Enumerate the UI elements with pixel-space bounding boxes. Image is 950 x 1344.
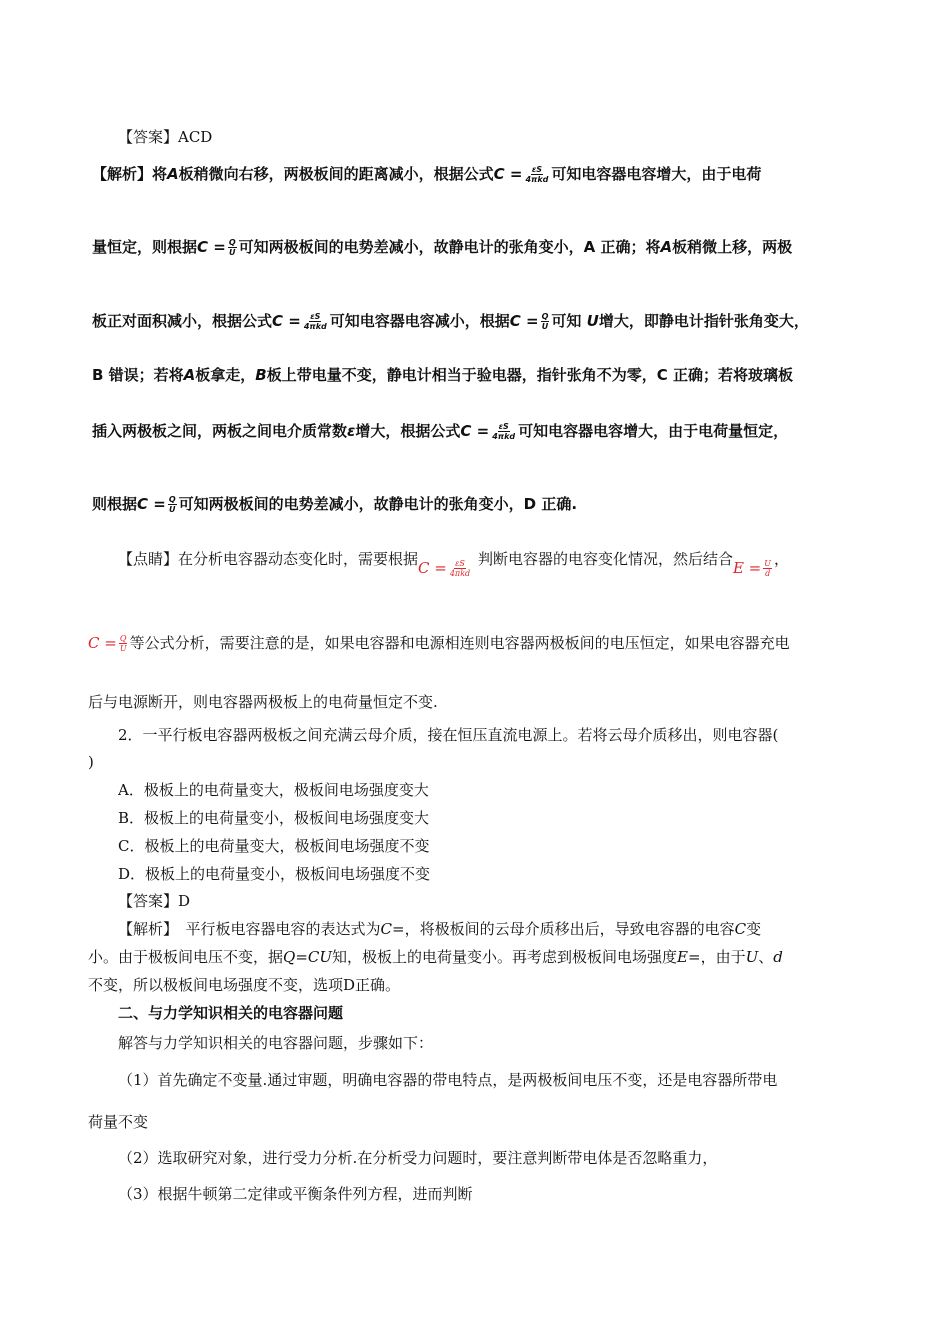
answer-label: 【答案】ACD <box>118 128 213 146</box>
capacitance-formula: C = $\frac{\varepsilon S}{\text{4πkd}}$ <box>493 164 549 184</box>
analysis-line-1: 【解析】将A板稍微向右移，两极板间的距离减小，根据公式 C = $\frac{\varepsilon S}{\text{4πkd}}$ 可知电容器电容增大，由于电荷 <box>92 164 762 184</box>
question-stem: 2．一平行板电容器两极板之间充满云母介质，接在恒压直流电源上。若将云母介质移出，则电容器( <box>118 726 779 744</box>
capacitance-formula: C = $\frac{\varepsilon S}{\text{4πkd}}$ <box>460 421 516 441</box>
option-a: A．极板上的电荷量变大，极板间电场强度变大 <box>118 781 429 799</box>
option-b: B．极板上的电荷量变小，极板间电场强度变大 <box>118 809 430 827</box>
tip-line-3: 后与电源断开，则电容器两极板上的电荷量恒定不变. <box>88 693 438 711</box>
field-formula-red: E = $\frac{U}{d}$ <box>732 558 772 578</box>
analysis-line-2: 量恒定，则根据 C = $\frac{Q}{U}$ 可知两极板间的电势差减小，故静电计的张角变小，A 正确；将A板稍微上移，两极 <box>92 237 793 257</box>
charge-formula: C = $\frac{Q}{U}$ <box>137 494 176 514</box>
step-1: （1）首先确定不变量.通过审题，明确电容器的带电特点，是两极板间电压不变，还是电容器所带电 <box>118 1071 778 1089</box>
section-intro: 解答与力学知识相关的电容器问题，步骤如下： <box>118 1034 434 1052</box>
tip-line-2: C = $\frac{Q}{U}$ 等公式分析，需要注意的是，如果电容器和电源相连则电容器两极板间的电压恒定，如果电容器充电 <box>88 633 790 653</box>
answer2-label: 【答案】D <box>118 892 191 910</box>
analysis-line-4: B 错误；若将A板拿走，B板上带电量不变，静电计相当于验电器，指针张角不为零，C 正确；若将玻璃板 <box>92 366 793 384</box>
charge-formula: C = $\frac{Q}{U}$ <box>509 311 549 331</box>
capacitance-formula: C = $\frac{\varepsilon S}{\text{4πkd}}$ <box>272 311 327 331</box>
section-heading: 二、与力学知识相关的电容器问题 <box>118 1004 344 1022</box>
charge-formula-red: C = $\frac{Q}{U}$ <box>88 633 127 653</box>
analysis-line-6: 则根据 C = $\frac{Q}{U}$ 可知两极板间的电势差减小，故静电计的张角变小，D 正确. <box>92 494 578 514</box>
capacitance-formula-red: C = $\frac{\varepsilon S}{\text{4πkd}}$ <box>418 558 471 578</box>
option-c: C．极板上的电荷量变大，极板间电场强度不变 <box>118 837 430 855</box>
analysis2-line-2: 小。由于极板间电压不变，据Q=CU知，极板上的电荷量变小。再考虑到极板间电场强度E=，由于U、d <box>88 948 783 966</box>
question-stem-end: ) <box>88 753 94 771</box>
option-d: D．极板上的电荷量变小，极板间电场强度不变 <box>118 865 431 883</box>
step-2: （2）选取研究对象，进行受力分析.在分析受力问题时，要注意判断带电体是否忽略重力， <box>118 1149 718 1167</box>
step-1-cont: 荷量不变 <box>88 1113 149 1131</box>
analysis2-line-1: 【解析】 平行板电容器电容的表达式为C=，将极板间的云母介质移出后，导致电容器的电容C变 <box>118 920 762 938</box>
charge-formula: C = $\frac{Q}{U}$ <box>197 237 236 257</box>
tip-line-1: 【点睛】在分析电容器动态变化时，需要根据 C = $\frac{\varepsilon S}{\text{4πkd}}$ 判断电容器的电容变化情况，然后结合 E = $\frac{U}{d}$ ， <box>118 550 790 578</box>
step-3: （3）根据牛顿第二定律或平衡条件列方程，进而判断 <box>118 1185 473 1203</box>
analysis-line-5: 插入两极板之间，两板之间电介质常数ε增大，根据公式 C = $\frac{\varepsilon S}{\text{4πkd}}$ 可知电容器电容增大，由于电荷量恒定， <box>92 421 789 441</box>
analysis2-line-3: 不变，所以极板间电场强度不变，选项D正确。 <box>88 976 401 994</box>
analysis-line-3: 板正对面积减小，根据公式 C = $\frac{\varepsilon S}{\text{4πkd}}$ 可知电容器电容减小，根据 C = $\frac{Q}{U}$ 可知 U增大，即静电计指针张角变大， <box>92 311 809 331</box>
